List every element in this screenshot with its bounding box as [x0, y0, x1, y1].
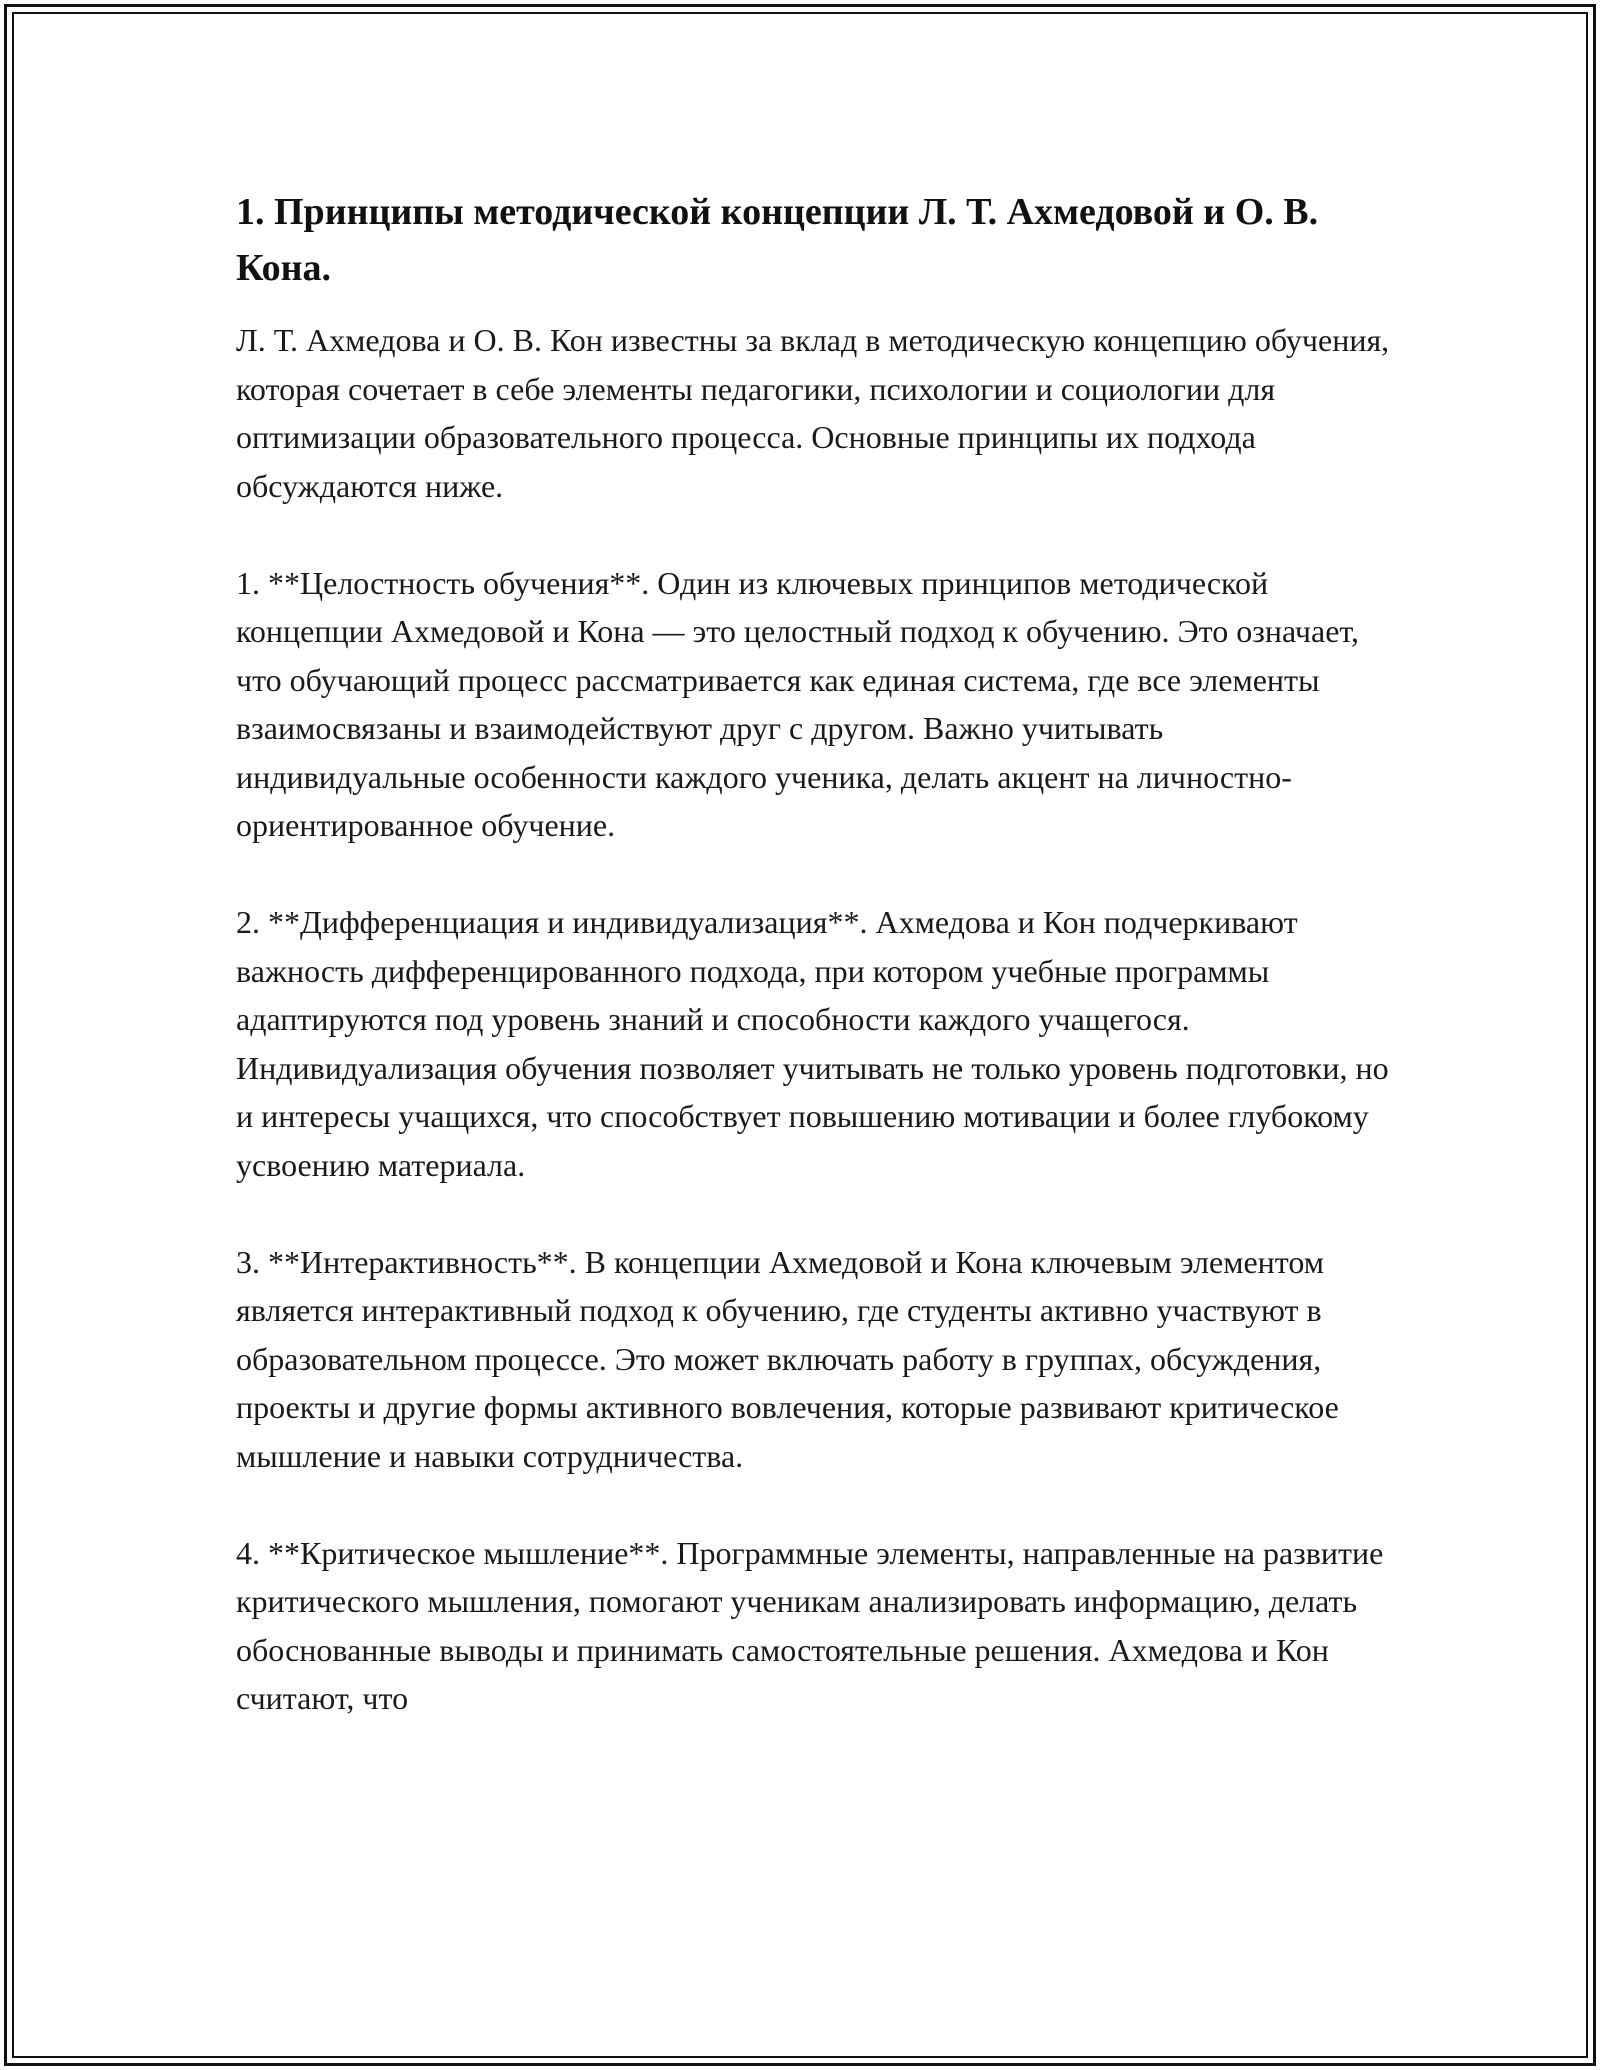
section-heading: 1. Принципы методической концепции Л. Т. Ахмедовой и О. В. Кона.	[236, 191, 1319, 289]
intro-paragraph: Л. Т. Ахмедова и О. В. Кон известны за вклад в методическую концепцию обучения, которая сочетает в себе элементы педагогики, психологии и социологии для оптимизации образовательного процесса. Основные принципы их подхода обсуждаются ниже.	[236, 322, 1390, 504]
document-body	[236, 184, 1396, 1771]
principle-paragraph-3: 3. **Интерактивность**. В концепции Ахмедовой и Кона ключевым элементом является интерактивный подход к обучению, где студенты активно участвуют в образовательном процессе. Это может включать работу в группах, обсуждения, проекты и другие формы активного вовлечения, которые развивают критическое мышление и навыки сотрудничества.	[236, 1243, 1339, 1474]
principle-paragraph-1: 1. **Целостность обучения**. Один из ключевых принципов методической концепции Ахмедовой и Кона — это целостный подход к обучению. Это означает, что обучающий процесс рассматривается как единая система, где все элементы взаимосвязаны и взаимодействуют друг с другом. Важно учитывать индивидуальные особенности каждого ученика, делать акцент на личностно-ориентированное обучение.	[236, 564, 1359, 843]
principle-paragraph-2: 2. **Дифференциация и индивидуализация**. Ахмедова и Кон подчеркивают важность дифференцированного подхода, при котором учебные программы адаптируются под уровень знаний и способности каждого учащегося. Индивидуализация обучения позволяет учитывать не только уровень подготовки, но и интересы учащихся, что способствует повышению мотивации и более глубокому усвоению материала.	[236, 904, 1389, 1183]
principle-paragraph-4: 4. **Критическое мышление**. Программные элементы, направленные на развитие критического мышления, помогают ученикам анализировать информацию, делать обоснованные выводы и принимать самостоятельные решения. Ахмедова и Кон считают, что	[236, 1534, 1384, 1716]
